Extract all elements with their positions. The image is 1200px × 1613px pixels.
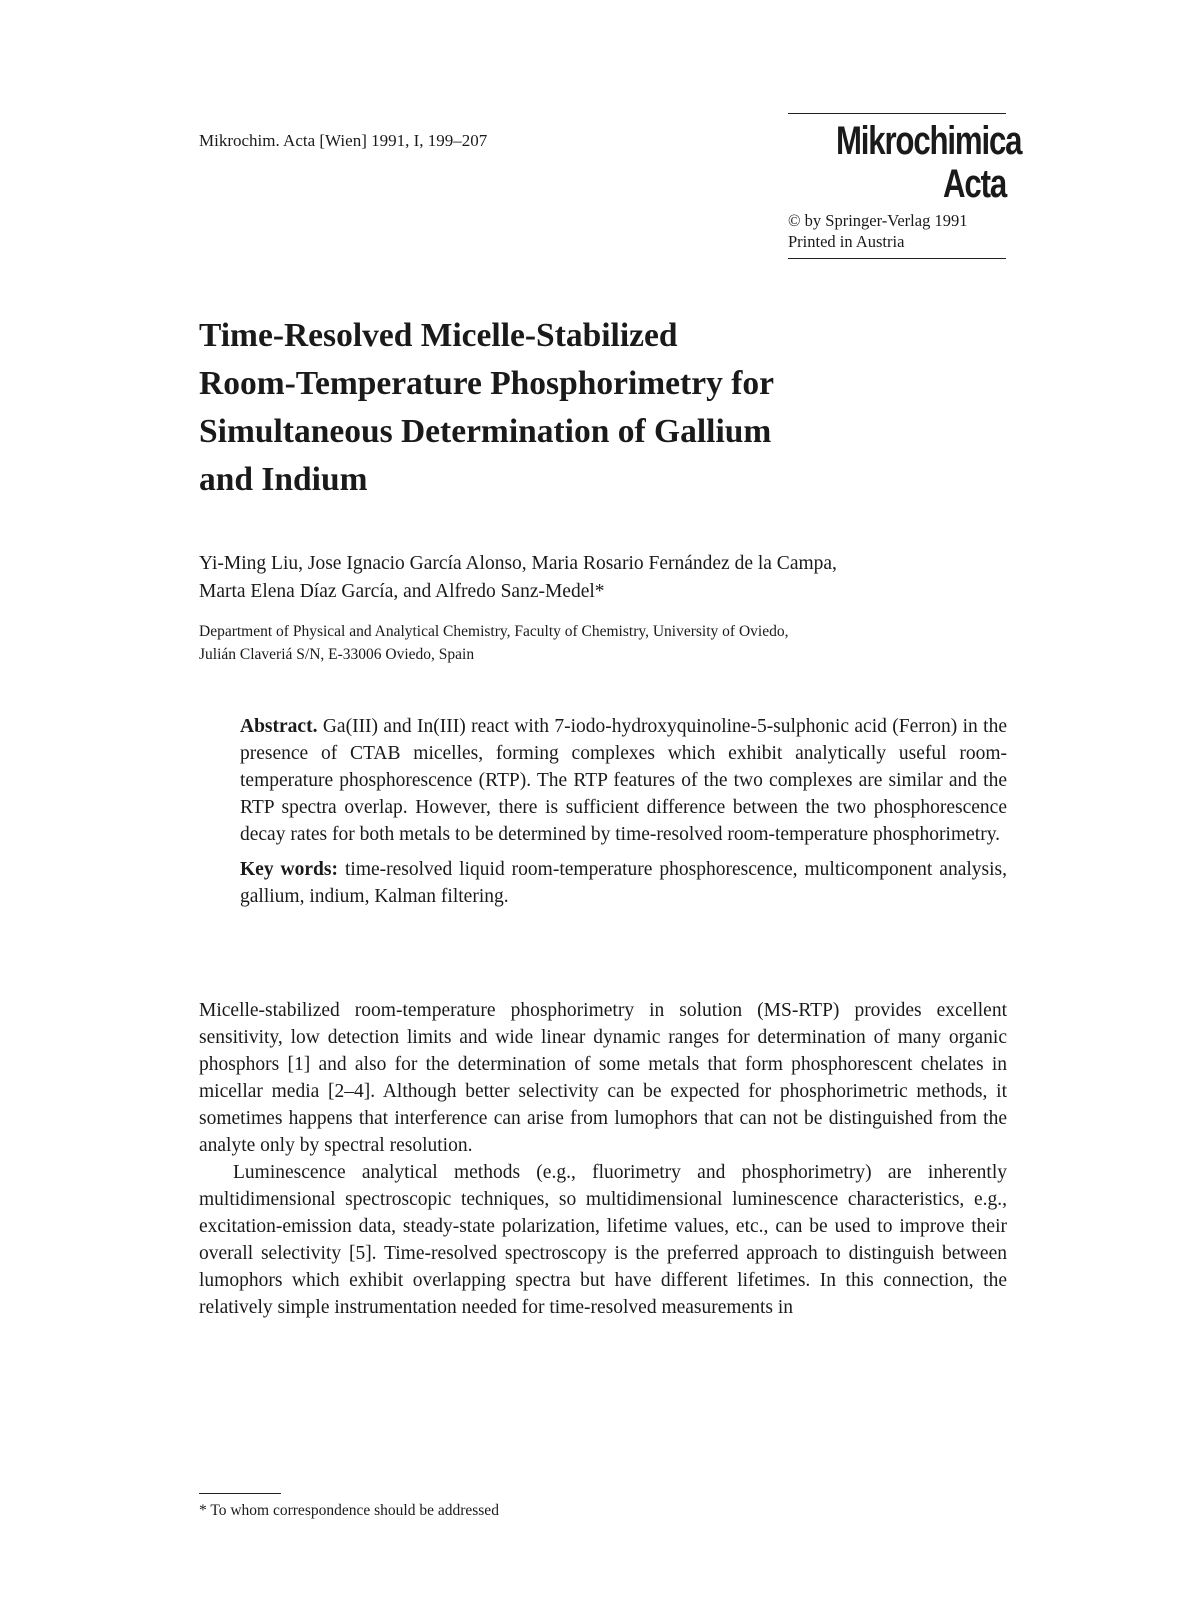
affiliation — [199, 620, 999, 666]
journal-name-line1: Mikrochimica — [835, 119, 1022, 163]
body-paragraph-1: Micelle-stabilized room-temperature phosphorimetry in solution (MS-RTP) provides excellent sensitivity, low detection limits and wide linear dynamic ranges for determination of many organic phosphors [1] and also for the determination of some metals that form phosphorescent chelates in micellar media [2–4]. Although better selectivity can be expected for phosphorimetric methods, it sometimes happens that interference can arise from lumophors that can not be distinguished from the analyte only by spectral resolution. — [199, 1000, 1007, 1156]
affiliation-line: Julián Claveriá S/N, E-33006 Oviedo, Spain — [199, 646, 475, 663]
journal-bottom-rule — [788, 258, 1006, 259]
journal-name-line2: Acta — [943, 162, 1006, 206]
title-line: and Indium — [199, 461, 368, 498]
footnote: * To whom correspondence should be addressed — [199, 1502, 499, 1519]
journal-top-rule — [788, 113, 1006, 114]
keywords-paragraph — [240, 856, 1007, 910]
authors-line: Marta Elena Díaz García, and Alfredo Sanz-Medel* — [199, 581, 605, 602]
title-line: Room-Temperature Phosphorimetry for — [199, 365, 774, 402]
journal-name — [835, 119, 1022, 206]
journal-block — [788, 113, 1022, 259]
authors-line: Yi-Ming Liu, Jose Ignacio García Alonso, Maria Rosario Fernández de la Campa, — [199, 553, 837, 574]
article-title — [199, 312, 919, 504]
body-text — [199, 997, 1007, 1321]
copyright: © by Springer-Verlag 1991 — [788, 211, 968, 230]
body-paragraph-2: Luminescence analytical methods (e.g., fluorimetry and phosphorimetry) are inherently multidimensional spectroscopic techniques, so multidimensional luminescence characteristics, e.g., excitation-emission data, steady-state polarization, lifetime values, etc., can be used to improve their overall selectivity [5]. Time-resolved spectroscopy is the preferred approach to distinguish between lumophors which exhibit overlapping spectra but have different lifetimes. In this connection, the relatively simple instrumentation needed for time-resolved measurements in — [199, 1162, 1007, 1318]
citation: Mikrochim. Acta [Wien] 1991, I, 199–207 — [199, 131, 488, 150]
footnote-rule — [199, 1493, 281, 1494]
title-line: Time-Resolved Micelle-Stabilized — [199, 317, 678, 354]
authors — [199, 550, 1019, 606]
printed-in: Printed in Austria — [788, 232, 905, 251]
abstract-label: Abstract. — [240, 716, 318, 737]
keywords-label: Key words: — [240, 859, 338, 880]
affiliation-line: Department of Physical and Analytical Chemistry, Faculty of Chemistry, University of Oviedo, — [199, 623, 789, 640]
title-line: Simultaneous Determination of Gallium — [199, 413, 772, 450]
abstract — [240, 713, 1007, 910]
journal-meta — [788, 210, 1006, 252]
keywords-text: time-resolved liquid room-temperature phosphorescence, multicomponent analysis, gallium, indium, Kalman filtering. — [240, 859, 1007, 907]
abstract-paragraph — [240, 713, 1007, 848]
abstract-text: Ga(III) and In(III) react with 7-iodo-hydroxyquinoline-5-sulphonic acid (Ferron) in the presence of CTAB micelles, forming complexes which exhibit analytically useful room-temperature phosphorescence (RTP). The RTP features of the two complexes are similar and the RTP spectra overlap. However, there is sufficient difference between the two phosphorescence decay rates for both metals to be determined by time-resolved room-temperature phosphorimetry. — [240, 716, 1008, 845]
